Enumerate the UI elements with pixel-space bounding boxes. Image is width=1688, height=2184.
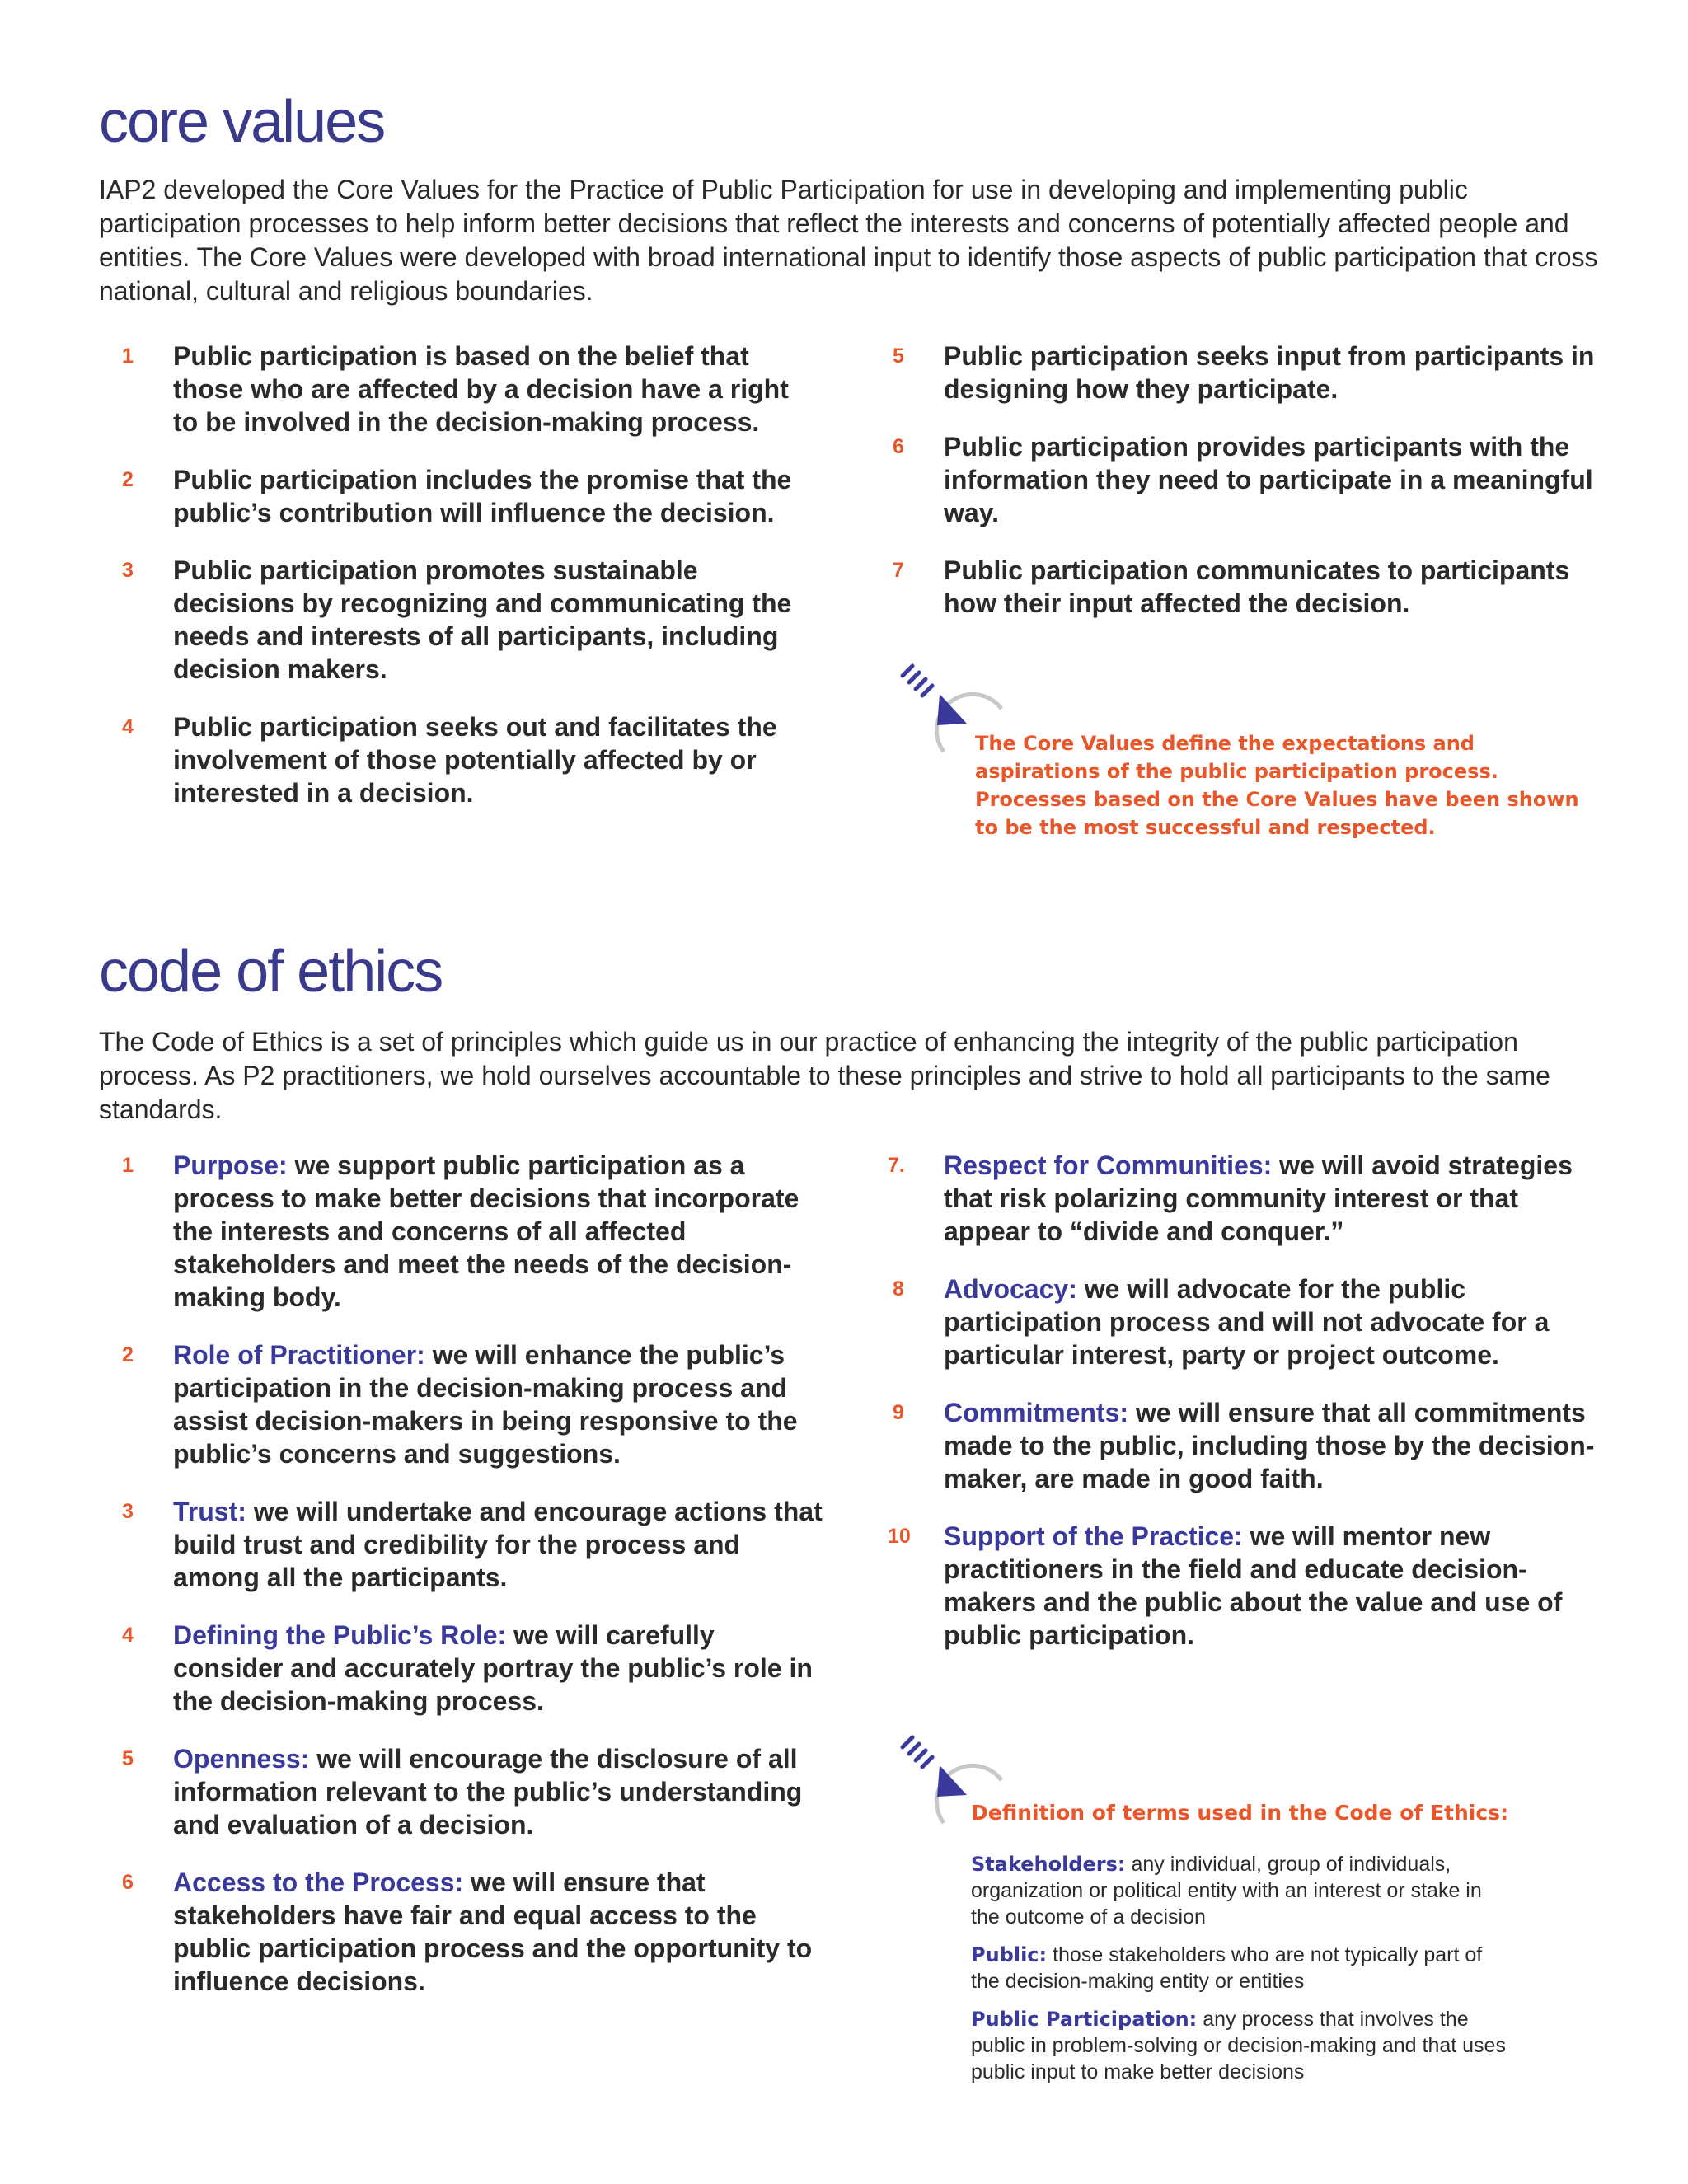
ethics-item [870, 1272, 1595, 1371]
definition-term: Public Participation: [971, 2008, 1198, 2031]
item-description: we will ensure that all commitments made to the public, including those by the decision-maker, are made in good faith. [944, 1398, 1595, 1493]
item-description: we will advocate for the public participation process and will not advocate for a particular interest, party or project outcome. [944, 1274, 1550, 1370]
item-number: 6 [893, 435, 904, 458]
item-term: Commitments: [944, 1398, 1129, 1427]
core-values-left-column [99, 340, 808, 834]
item-term: Support of the Practice: [944, 1521, 1243, 1551]
core-values-right-column [870, 340, 1595, 644]
item-description: we will avoid strategies that risk polarizing community interest or that appear to “divide and conquer.” [944, 1151, 1573, 1246]
ethics-item [870, 1520, 1595, 1652]
item-text [173, 1866, 824, 1998]
item-text [173, 1149, 824, 1314]
ethics-left-column [99, 1149, 824, 2022]
core-value-item [99, 554, 808, 686]
item-number: 4 [122, 715, 134, 738]
core-value-item [99, 463, 808, 529]
item-text: Public participation seeks out and facilitates the involvement of those potentially affected by or interested in a decision. [173, 712, 777, 808]
item-term: Defining the Public’s Role: [173, 1620, 507, 1650]
definition-item [971, 2006, 1515, 2085]
item-number: 6 [122, 1871, 134, 1894]
item-number: 3 [122, 559, 134, 582]
item-description: we will undertake and encourage actions that build trust and credibility for the process and among all the participants. [173, 1497, 823, 1592]
item-number: 7. [888, 1154, 905, 1177]
item-number: 2 [122, 1343, 134, 1366]
definition-text: any process that involves the public in problem-solving or decision-making and that uses public input to make better decisions [971, 2008, 1506, 2083]
item-text [944, 1149, 1595, 1248]
item-text: Public participation is based on the belief that those who are affected by a decision have a right to be involved in the decision-making process. [173, 341, 789, 437]
core-value-item [99, 340, 808, 438]
core-value-item [870, 554, 1595, 620]
item-text: Public participation promotes sustainable decisions by recognizing and communicating the needs and interests of all participants, including decision makers. [173, 555, 792, 684]
item-text [173, 1742, 824, 1841]
definition-item [971, 1851, 1515, 1930]
item-term: Openness: [173, 1744, 310, 1774]
definition-term: Public: [971, 1943, 1048, 1966]
core-value-item [870, 430, 1595, 529]
item-description: we will carefully consider and accurately portray the public’s role in the decision-making process. [173, 1620, 813, 1716]
item-text: Public participation includes the promise that the public’s contribution will influence the decision. [173, 465, 792, 527]
ethics-item [99, 1866, 824, 1998]
item-text: Public participation communicates to participants how their input affected the decision. [944, 555, 1570, 618]
item-text [944, 1396, 1595, 1495]
definitions-heading: Definition of terms used in the Code of Ethics: [971, 1801, 1509, 1825]
item-number: 5 [122, 1747, 134, 1770]
item-text [173, 1495, 824, 1594]
definition-text: any individual, group of individuals, organization or political entity with an interest or stake in the outcome of a decision [971, 1853, 1482, 1929]
item-text [944, 1272, 1595, 1371]
code-of-ethics-title: code of ethics [99, 939, 443, 1005]
code-of-ethics-intro: The Code of Ethics is a set of principles which guide us in our practice of enhancing the integrity of the public participation process. As P2 practitioners, we hold ourselves accountable to these principles and strive to hold all participants to the same standards. [99, 1027, 1550, 1124]
core-values-intro: IAP2 developed the Core Values for the Practice of Public Participation for use in developing and implementing public participation processes to help inform better decisions that reflect the interests and concerns of potentially affected people and entities. The Core Values were developed with broad international input to identify those aspects of public participation that cross national, cultural and religious boundaries. [99, 175, 1598, 306]
item-term: Trust: [173, 1497, 246, 1526]
item-number: 4 [122, 1624, 134, 1647]
core-value-item [870, 340, 1595, 405]
ethics-item [99, 1149, 824, 1314]
item-term: Purpose: [173, 1151, 288, 1180]
item-term: Role of Practitioner: [173, 1340, 425, 1370]
item-description: we will ensure that stakeholders have fair and equal access to the public participation process and the opportunity to influence decisions. [173, 1868, 813, 1996]
item-number: 7 [893, 559, 904, 582]
ethics-right-column [870, 1149, 1595, 1676]
core-values-callout: The Core Values define the expectations and aspirations of the public participation process. Processes based on the Core Values have been shown to be the most successful and respected. [975, 732, 1579, 839]
ethics-item [870, 1396, 1595, 1495]
item-number: 1 [122, 1154, 134, 1177]
item-description: we will enhance the public’s participation in the decision-making process and assist decision-makers in being responsive to the public’s concerns and suggestions. [173, 1340, 798, 1469]
ethics-item [870, 1149, 1595, 1248]
item-number: 5 [893, 344, 904, 368]
item-term: Respect for Communities: [944, 1151, 1273, 1180]
item-description: we will mentor new practitioners in the field and educate decision-makers and the public about the value and use of public participation. [944, 1521, 1563, 1650]
item-text: Public participation seeks input from participants in designing how they participate. [944, 341, 1595, 404]
core-value-item [99, 710, 808, 809]
item-text: Public participation provides participants with the information they need to participate in a meaningful way. [944, 432, 1593, 527]
definitions-list [971, 1851, 1515, 2097]
ethics-item [99, 1495, 824, 1594]
ethics-item [99, 1742, 824, 1841]
item-number: 9 [893, 1401, 904, 1424]
item-term: Access to the Process: [173, 1868, 464, 1897]
item-text [173, 1338, 824, 1470]
definition-item [971, 1942, 1515, 1994]
item-description: we will encourage the disclosure of all information relevant to the public’s understanding and evaluation of a decision. [173, 1744, 803, 1840]
item-number: 10 [888, 1525, 911, 1548]
item-number: 3 [122, 1500, 134, 1523]
item-number: 8 [893, 1277, 904, 1301]
definition-term: Stakeholders: [971, 1853, 1126, 1876]
ethics-item [99, 1619, 824, 1718]
item-text [944, 1520, 1595, 1652]
core-values-title: core values [99, 89, 385, 155]
definition-text: those stakeholders who are not typically part of the decision-making entity or entities [971, 1943, 1483, 1993]
item-text [173, 1619, 824, 1718]
item-number: 2 [122, 468, 134, 491]
item-description: we support public participation as a process to make better decisions that incorporate the interests and concerns of all affected stakeholders and meet the needs of the decision-making body. [173, 1151, 799, 1312]
item-number: 1 [122, 344, 134, 368]
ethics-item [99, 1338, 824, 1470]
item-term: Advocacy: [944, 1274, 1077, 1304]
